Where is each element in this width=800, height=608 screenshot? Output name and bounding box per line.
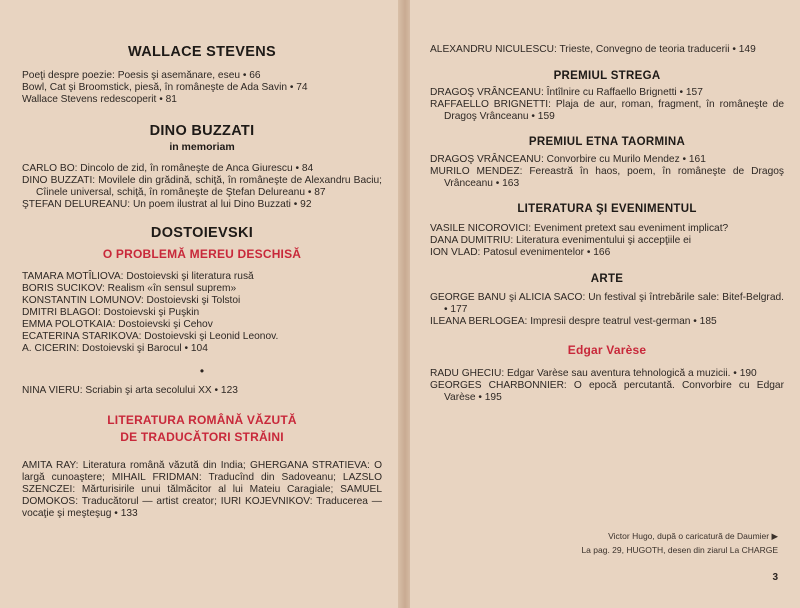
section-heading-wallace-stevens: WALLACE STEVENS — [128, 44, 276, 60]
toc-entry[interactable]: GEORGE BANU şi ALICIA SACO: Un festival şi întrebările sale: Bitef-Belgrad. • 177 — [430, 292, 784, 315]
section-heading-literatura-evenimentul: LITERATURA ŞI EVENIMENTUL — [517, 203, 697, 215]
toc-entry[interactable]: MURILO MENDEZ: Fereastră în haos, poem, în româneşte de Dragoş Vrânceanu • 163 — [430, 166, 784, 189]
red-heading-line-1: LITERATURA ROMÂNĂ VĂZUTĂ — [107, 413, 297, 427]
toc-entry[interactable]: A. CICERIN: Dostoievski şi Barocul • 104 — [22, 343, 208, 354]
section-heading-premiul-strega: PREMIUL STREGA — [553, 70, 661, 82]
right-column — [430, 44, 784, 404]
toc-entry[interactable]: DRAGOŞ VRÂNCEANU: Convorbire cu Murilo Mendez • 161 — [430, 154, 706, 165]
section-heading-premiul-etna: PREMIUL ETNA TAORMINA — [528, 136, 686, 148]
red-subheading: O PROBLEMĂ MEREU DESCHISĂ — [102, 247, 302, 261]
toc-entry[interactable]: ILEANA BERLOGEA: Impresii despre teatrul vest-german • 185 — [430, 316, 717, 327]
toc-entry[interactable]: DMITRI BLAGOI: Dostoievski şi Puşkin — [22, 307, 200, 318]
caption-line-1: Victor Hugo, după o caricatură de Daumier ▶ — [608, 531, 778, 541]
toc-entry[interactable]: DRAGOŞ VRÂNCEANU: Întîlnire cu Raffaello Brignetti • 157 — [430, 87, 703, 98]
toc-entry[interactable]: BORIS SUCIKOV: Realism «în sensul suprem» — [22, 283, 237, 294]
toc-entry[interactable]: VASILE NICOROVICI: Eveniment pretext sau eveniment implicat? — [430, 223, 729, 234]
toc-entry[interactable]: RADU GHECIU: Edgar Varèse sau aventura tehnologică a muzicii. • 190 — [430, 368, 757, 379]
toc-entry[interactable]: ŞTEFAN DELUREANU: Un poem ilustrat al lui Dino Buzzati • 92 — [22, 199, 312, 210]
left-column — [22, 44, 382, 520]
toc-entry[interactable]: CARLO BO: Dincolo de zid, în româneşte de Anca Giurescu • 84 — [22, 163, 314, 174]
toc-entry[interactable]: KONSTANTIN LOMUNOV: Dostoievski şi Tolstoi — [22, 295, 241, 306]
toc-entry[interactable]: DINO BUZZATI: Movilele din grădină, schiţă, în româneşte de Alexandru Baciu; Cîinele universal, schiţă, în româneşte de Ştefan Delureanu • 87 — [22, 175, 382, 198]
toc-entry[interactable]: Bowl, Cat şi Broomstick, piesă, în româneşte de Ada Savin • 74 — [22, 82, 308, 93]
toc-entry[interactable]: RAFFAELLO BRIGNETTI: Plaja de aur, roman, fragment, în româneşte de Dragoş Vrânceanu • 159 — [430, 99, 784, 122]
right-page — [410, 0, 800, 608]
section-heading-arte: ARTE — [590, 273, 624, 285]
toc-entry[interactable]: DANA DUMITRIU: Literatura evenimentului şi accepţiile ei — [430, 235, 692, 246]
toc-entry[interactable]: ION VLAD: Patosul evenimentelor • 166 — [430, 247, 611, 258]
toc-entry[interactable]: Poeţi despre poezie: Poesis şi asemănare, eseu • 66 — [22, 70, 261, 81]
red-heading-edgar-varese: Edgar Varèse — [567, 343, 647, 357]
red-heading-line-2: DE TRADUCĂTORI STRĂINI — [120, 430, 284, 444]
section-heading-dostoievski: DOSTOIEVSKI — [150, 225, 254, 241]
section-subheading: in memoriam — [169, 141, 235, 153]
toc-entry[interactable]: TAMARA MOTÎLIOVA: Dostoievski şi literatura rusă — [22, 271, 254, 282]
section-heading-dino-buzzati: DINO BUZZATI — [149, 123, 255, 139]
bullet-separator: • — [199, 364, 205, 378]
toc-entry[interactable]: GEORGES CHARBONNIER: O epocă percutantă. Convorbire cu Edgar Varèse • 195 — [430, 380, 784, 403]
toc-entry[interactable]: NINA VIERU: Scriabin şi arta secolului XX • 123 — [22, 385, 238, 396]
toc-entry[interactable]: ALEXANDRU NICULESCU: Trieste, Convegno de teoria traducerii • 149 — [430, 44, 756, 55]
toc-paragraph[interactable]: AMITA RAY: Literatura română văzută din India; GHERGANA STRATIEVA: O largă cunoaştere; MIHAIL FRIDMAN: Traducînd din Sadoveanu; LAZSLO SZENCZEI: Mărturisirile unui tălmăcitor al lui Mateiu Caragiale; SAMUEL DOMOKOS: Traducătorul — artist creator; IURI KOJEVNIKOV: Traducerea — vocaţie şi meşteşug • 133 — [22, 460, 382, 519]
toc-entry[interactable]: Wallace Stevens redescoperit • 81 — [22, 94, 177, 105]
toc-entry[interactable]: ECATERINA STARIKOVA: Dostoievski şi Leonid Leonov. — [22, 331, 279, 342]
caption-line-2: La pag. 29, HUGOTH, desen din ziarul La CHARGE — [581, 545, 778, 555]
toc-entry[interactable]: EMMA POLOTKAIA: Dostoievski şi Cehov — [22, 319, 213, 330]
page-number: 3 — [772, 572, 778, 583]
